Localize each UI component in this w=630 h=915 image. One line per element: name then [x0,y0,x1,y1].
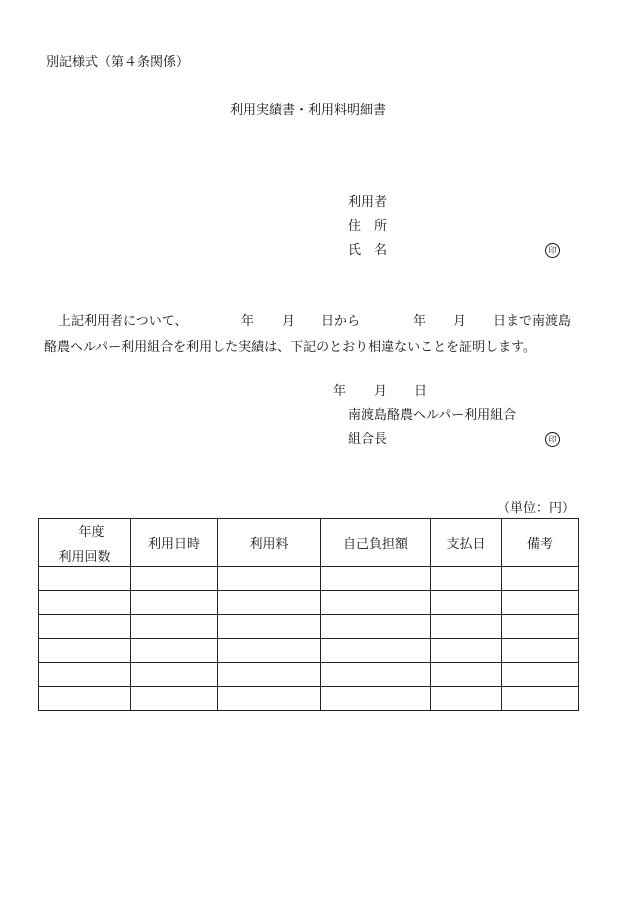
table-cell[interactable] [131,615,218,639]
table-row [39,639,579,663]
table-cell[interactable] [321,639,431,663]
header-year: 年度 [78,524,105,540]
issue-month: 月 [374,384,388,399]
seal-text: 印 [545,243,560,258]
table-cell[interactable] [502,663,579,687]
table-cell[interactable] [39,687,131,711]
table-cell[interactable] [502,639,579,663]
chief-seal-text: 印 [545,432,560,447]
usage-ledger-table [38,518,579,711]
table-row [39,663,579,687]
table-cell[interactable] [502,591,579,615]
union-name: 南渡島酪農ヘルパー利用組合 [348,408,517,423]
table-row [39,615,579,639]
form-reference: 別記様式（第４条関係） [46,55,190,70]
header-count: 利用回数 [58,549,111,565]
period-end-day: 日まで南渡島 [493,314,572,329]
header-payment-date: 支払日 [431,519,502,567]
period-start-month: 月 [282,314,296,329]
table-cell[interactable] [321,687,431,711]
address-label: 住 所 [348,219,388,234]
table-cell[interactable] [39,591,131,615]
certification-body: 酪農ヘルパー利用組合を利用した実績は、下記のとおり相違ないことを証明します。 [44,340,537,355]
issue-day: 日 [414,384,428,399]
certification-intro: 上記利用者について、 [58,314,188,329]
chief-seal-mark [545,432,560,447]
period-end-year: 年 [413,314,427,329]
period-start-year: 年 [241,314,255,329]
period-end-month: 月 [453,314,467,329]
table-cell[interactable] [131,591,218,615]
table-cell[interactable] [321,615,431,639]
table-cell[interactable] [131,639,218,663]
table-row [39,687,579,711]
table-cell[interactable] [39,567,131,591]
table-cell[interactable] [218,567,321,591]
table-cell[interactable] [218,615,321,639]
union-chief-label: 組合長 [348,432,388,447]
table-cell[interactable] [321,591,431,615]
table-cell[interactable] [502,567,579,591]
name-label: 氏 名 [348,243,388,258]
header-usage-fee: 利用料 [218,519,321,567]
table-cell[interactable] [321,567,431,591]
table-cell[interactable] [321,663,431,687]
table-cell[interactable] [502,687,579,711]
table-cell[interactable] [431,663,502,687]
user-label: 利用者 [348,195,388,210]
table-header-row [39,519,579,567]
header-remarks: 備考 [502,519,579,567]
table-cell[interactable] [431,687,502,711]
table-cell[interactable] [39,663,131,687]
unit-note: （単位：円） [497,501,576,516]
table-cell[interactable] [131,687,218,711]
table-cell[interactable] [218,687,321,711]
table-cell[interactable] [431,639,502,663]
issue-year: 年 [333,384,347,399]
table-cell[interactable] [431,567,502,591]
table-row [39,567,579,591]
table-cell[interactable] [218,591,321,615]
header-year-count [39,519,131,567]
table-body [39,567,579,711]
table-cell[interactable] [431,591,502,615]
table-cell[interactable] [502,615,579,639]
form-title: 利用実績書・利用料明細書 [230,103,387,118]
table-row [39,591,579,615]
table-cell[interactable] [131,663,218,687]
seal-mark [545,243,560,258]
table-cell[interactable] [39,615,131,639]
table-cell[interactable] [131,567,218,591]
table-cell[interactable] [431,615,502,639]
header-usage-datetime: 利用日時 [131,519,218,567]
period-start-day: 日から [321,314,361,329]
header-self-pay: 自己負担額 [321,519,431,567]
table-cell[interactable] [218,663,321,687]
table-cell[interactable] [39,639,131,663]
table-cell[interactable] [218,639,321,663]
